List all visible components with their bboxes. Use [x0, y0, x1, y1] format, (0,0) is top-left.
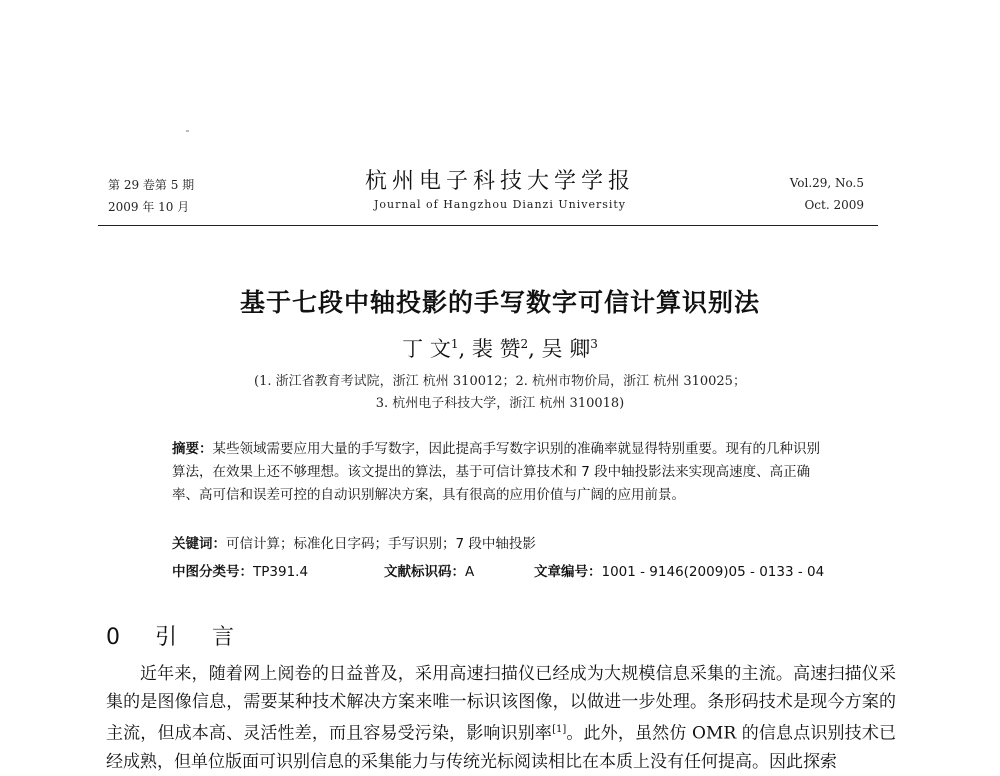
author-3: 吴 卿 — [541, 337, 591, 361]
section-title: 引 言 — [155, 625, 248, 650]
header-rule — [98, 225, 878, 226]
intro-text-2: 。此外，虽然仿 OMR 的信息点识别技术已经成熟，但单位版面可识别信息的采集能力与传统光标阅读相比在本质上没有任何提高。因此探索 — [106, 723, 896, 772]
author-list: 丁 文$^1$, 裴 赞$^2$, 吴 卿$^3$ — [402, 337, 598, 361]
keywords-text: 可信计算；标准化日字码；手写识别；7 段中轴投影 — [226, 536, 536, 552]
issue-date-en: Oct. 2009 — [804, 198, 864, 212]
author-2-affil: 2 — [520, 337, 529, 351]
citation-ref: [1] — [552, 724, 567, 735]
volume-issue: 第 29 卷第 5 期 — [108, 178, 195, 192]
abstract-label: 摘要： — [172, 441, 213, 457]
intro-text-1: 近年来，随着网上阅卷的日益普及，采用高速扫描仪已经成为大规模信息采集的主流。高速扫描仪采集的是图像信息，需要某种技术解决方案来唯一标识该图像，以做进一步处理。条形码技术是现今方案的主流，但成本高、灵活性差，而且容易受污染，影响识别率 — [106, 664, 896, 744]
article-number-value: 1001 - 9146(2009)05 - 0133 - 04 — [601, 564, 825, 580]
keywords — [172, 533, 832, 556]
author-1-affil: 1 — [450, 337, 459, 351]
doc-code-group — [384, 560, 474, 580]
journal-name-en: Journal of Hangzhou Dianzi University — [373, 198, 627, 211]
author-3-affil: 3 — [590, 337, 598, 351]
abstract-text: 某些领域需要应用大量的手写数字，因此提高手写数字识别的准确率就显得特别重要。现有的几种识别算法，在效果上还不够理想。该文提出的算法，基于可信计算技术和 7 段中轴投影法来实现高速度、高正确率、高可信和误差可控的自动识别解决方案，具有很高的应用价值与广阔的应用前景。 — [172, 441, 820, 503]
keywords-label: 关键词： — [172, 536, 226, 552]
clc-label: 中图分类号： — [172, 564, 253, 580]
clc-value: TP391.4 — [253, 564, 309, 580]
abstract — [172, 438, 832, 507]
intro-paragraph — [106, 660, 896, 776]
article-number-group — [534, 560, 824, 580]
paper-title: 基于七段中轴投影的手写数字可信计算识别法 — [239, 288, 760, 317]
author-2: 裴 赞 — [471, 337, 521, 361]
clc-group — [172, 560, 308, 580]
scan-speck — [186, 130, 189, 132]
author-1: 丁 文 — [402, 337, 451, 361]
affiliation-line-2: 3. 杭州电子科技大学，浙江 杭州 310018) — [375, 396, 625, 411]
doc-code-value: A — [465, 564, 475, 580]
body-text — [106, 660, 896, 776]
volume-issue-en: Vol.29, No.5 — [789, 176, 864, 190]
article-number-label: 文章编号： — [534, 564, 602, 580]
journal-name-cn: 杭州电子科技大学学报 — [364, 169, 635, 194]
section-number: 0 — [106, 625, 134, 650]
issue-date: 2009 年 10 月 — [108, 200, 190, 214]
affiliation-line-1: (1. 浙江省教育考试院，浙江 杭州 310012；2. 杭州市物价局，浙江 杭州 310025； — [254, 374, 746, 389]
section-heading — [106, 620, 248, 651]
doc-code-label: 文献标识码： — [384, 564, 465, 580]
